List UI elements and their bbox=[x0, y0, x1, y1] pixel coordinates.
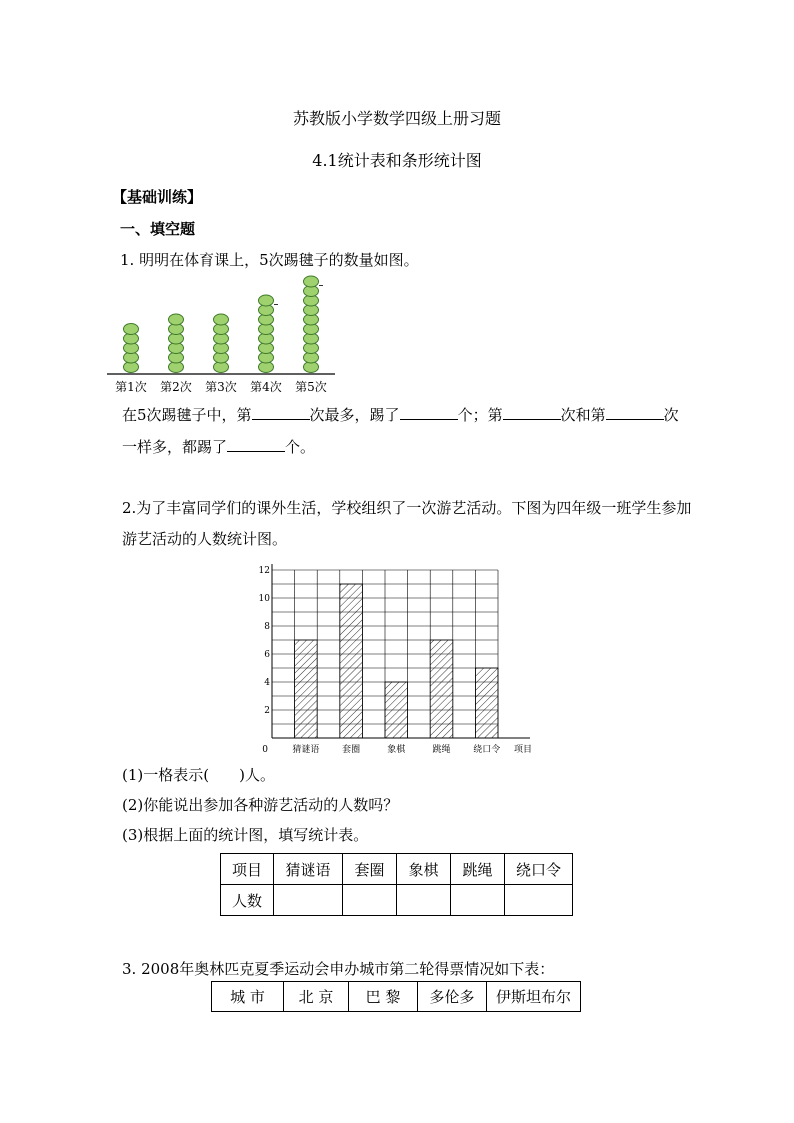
q3-table-header-row bbox=[212, 982, 581, 1012]
q2-table-header-cell: 项目 bbox=[221, 854, 274, 885]
q1-blank-2[interactable] bbox=[400, 405, 458, 420]
y-tick-label: 6 bbox=[264, 650, 270, 660]
q2-table-header-cell: 套圈 bbox=[343, 854, 397, 885]
shuttlecock-mark bbox=[124, 324, 139, 335]
q1-line1-text-c: 个；第 bbox=[457, 406, 503, 424]
bar bbox=[430, 640, 453, 738]
q3-table-header-cell: 多伦多 bbox=[418, 982, 487, 1012]
q2-sub3: (3)根据上面的统计图，填写统计表。 bbox=[122, 826, 369, 844]
pictograph-label: 第1次 bbox=[115, 380, 147, 394]
q1-line1-text-e: 次 bbox=[663, 406, 679, 424]
shuttlecock-mark bbox=[304, 276, 319, 287]
chart-x-axis-label: 项目 bbox=[514, 745, 533, 755]
q1-line2 bbox=[122, 436, 315, 457]
category-label: 猜谜语 bbox=[292, 745, 320, 755]
q2-sub2: (2)你能说出参加各种游艺活动的人数吗？ bbox=[122, 796, 399, 814]
section-label: 【基础训练】 bbox=[112, 188, 203, 206]
category-label: 绕口令 bbox=[473, 745, 501, 755]
part-label: 一、填空题 bbox=[120, 220, 196, 238]
pictograph-label: 第5次 bbox=[295, 380, 327, 394]
shuttlecock-mark bbox=[169, 314, 184, 325]
q2-table-header-row bbox=[221, 854, 573, 885]
shuttlecock-pictograph bbox=[100, 270, 340, 396]
q1-line1-text-a: 在5次踢毽子中，第 bbox=[122, 406, 252, 424]
q1-line1-text-d: 次和第 bbox=[560, 406, 606, 424]
chart-y-ticks bbox=[259, 566, 271, 755]
q2-table-header-cell: 猜谜语 bbox=[274, 854, 343, 885]
q1-blank-3[interactable] bbox=[503, 405, 561, 420]
q2-table-header-cell: 跳绳 bbox=[451, 854, 505, 885]
q1-line2-text-a: 一样多，都踢了 bbox=[122, 438, 228, 456]
q2-text-line1: 2.为了丰富同学们的课外生活，学校组织了一次游艺活动。下图为四年级一班学生参加 bbox=[122, 499, 692, 517]
q2-table bbox=[220, 853, 573, 916]
q1-blank-4[interactable] bbox=[606, 405, 664, 420]
q1-line1-text-b: 次最多，踢了 bbox=[309, 406, 400, 424]
y-tick-label: 0 bbox=[262, 745, 268, 755]
q1-text: 1. 明明在体育课上，5次踢毽子的数量如图。 bbox=[120, 251, 419, 269]
q2-table-answer-row bbox=[221, 885, 573, 916]
q1-line2-text-b: 个。 bbox=[285, 438, 316, 456]
bar bbox=[340, 584, 363, 738]
q3-table-header-cell: 巴 黎 bbox=[349, 982, 418, 1012]
bar bbox=[385, 682, 408, 738]
chart-category-labels bbox=[292, 743, 500, 755]
chart-bars bbox=[295, 584, 498, 738]
q2-table-answer-cell[interactable] bbox=[343, 885, 397, 916]
q1-blank-5[interactable] bbox=[227, 437, 285, 452]
y-tick-label: 8 bbox=[264, 622, 270, 632]
category-label: 跳绳 bbox=[432, 745, 451, 755]
q2-text-line2: 游艺活动的人数统计图。 bbox=[122, 530, 288, 548]
y-tick-label: 2 bbox=[264, 706, 270, 716]
q3-table bbox=[211, 981, 581, 1012]
y-tick-label: 4 bbox=[264, 678, 270, 688]
q3-table-header-cell: 伊斯坦布尔 bbox=[487, 982, 581, 1012]
q3-table-header-cell: 城 市 bbox=[212, 982, 284, 1012]
pictograph-label: 第4次 bbox=[250, 380, 282, 394]
q2-table-answer-cell[interactable] bbox=[397, 885, 451, 916]
pictograph-label: 第3次 bbox=[205, 380, 237, 394]
category-label: 象棋 bbox=[387, 745, 406, 755]
category-label: 套圈 bbox=[342, 745, 361, 755]
q2-table-header-cell: 象棋 bbox=[397, 854, 451, 885]
q3-text: 3. 2008年奥林匹克夏季运动会申办城市第二轮得票情况如下表： bbox=[122, 960, 555, 978]
pictograph-labels bbox=[115, 379, 327, 394]
q1-line1 bbox=[122, 404, 679, 425]
q2-table-row-label: 人数 bbox=[221, 885, 274, 916]
y-tick-label: 10 bbox=[258, 594, 270, 604]
q2-sub1 bbox=[122, 764, 275, 785]
q1-blank-1[interactable] bbox=[252, 405, 310, 420]
shuttlecock-mark bbox=[259, 295, 274, 306]
q2-table-answer-cell[interactable] bbox=[505, 885, 573, 916]
document-subtitle: 4.1统计表和条形统计图 bbox=[312, 151, 482, 170]
pictograph-label: 第2次 bbox=[160, 380, 192, 394]
pictograph-stacks bbox=[124, 276, 324, 373]
q2-sub1-text-b: )人。 bbox=[239, 766, 275, 784]
document-title: 苏教版小学数学四级上册习题 bbox=[292, 109, 501, 128]
bar bbox=[475, 668, 498, 738]
q3-table-header-cell: 北 京 bbox=[284, 982, 349, 1012]
q2-table-answer-cell[interactable] bbox=[274, 885, 343, 916]
y-tick-label: 12 bbox=[258, 566, 270, 576]
shuttlecock-mark bbox=[214, 314, 229, 325]
q2-table-header-cell: 绕口令 bbox=[505, 854, 573, 885]
q2-table-answer-cell[interactable] bbox=[451, 885, 505, 916]
activity-bar-chart bbox=[250, 562, 550, 762]
q2-sub1-text-a: (1)一格表示( bbox=[122, 766, 210, 784]
bar bbox=[295, 640, 318, 738]
